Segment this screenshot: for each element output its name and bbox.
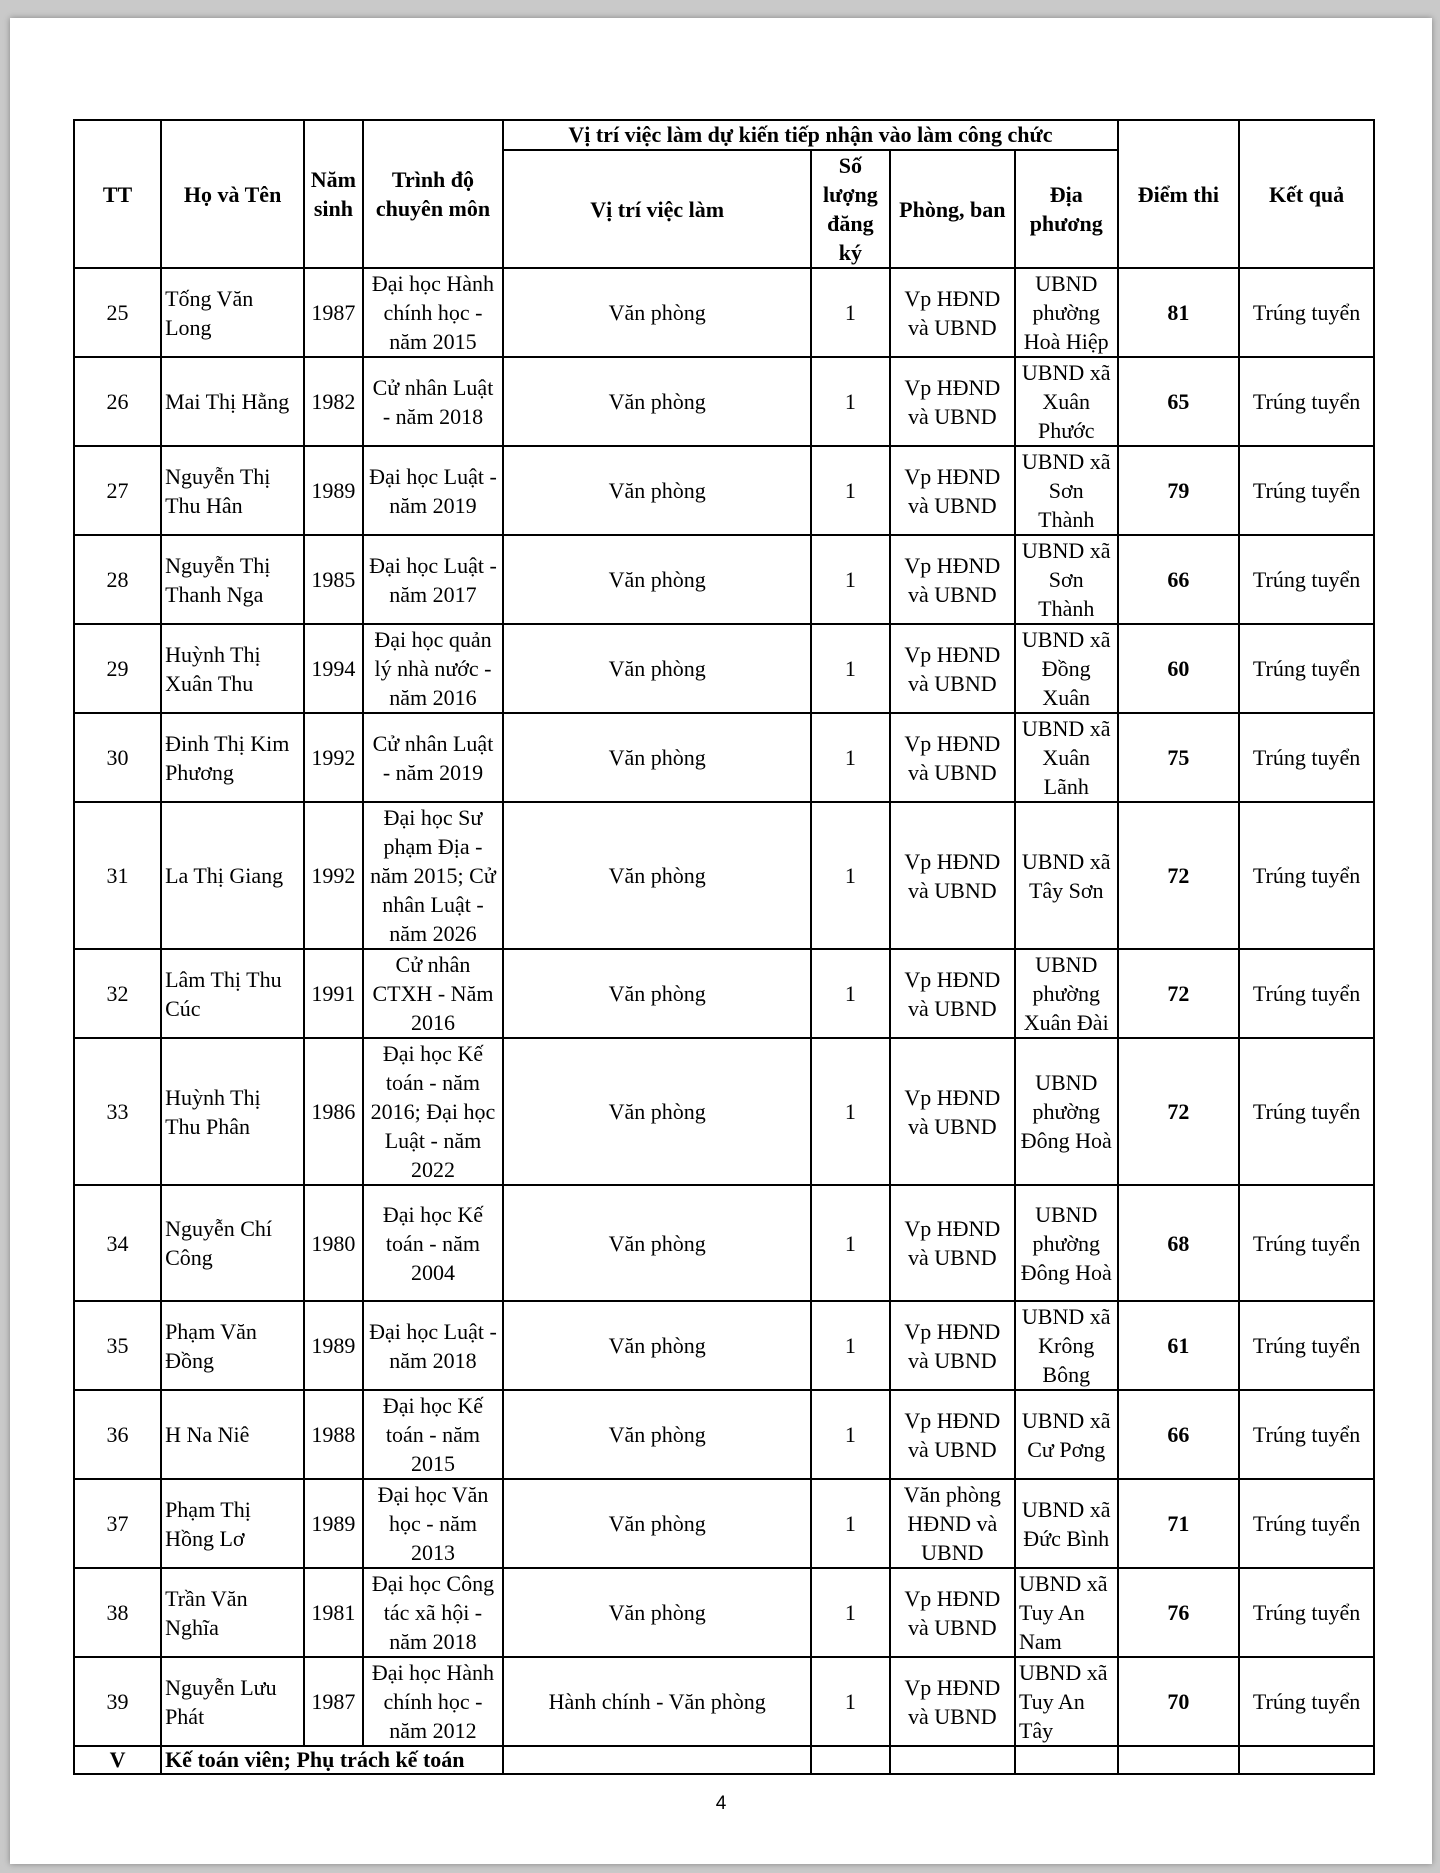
cell-name: Mai Thị Hằng [161, 357, 304, 446]
cell-score: 75 [1118, 713, 1240, 802]
cell-position: Văn phòng [503, 357, 811, 446]
cell-qualification: Đại học Hành chính học - năm 2012 [363, 1657, 504, 1746]
cell-qualification: Đại học Luật - năm 2018 [363, 1301, 504, 1390]
table-row [74, 1390, 1374, 1479]
table-row [74, 268, 1374, 357]
table-row [74, 1479, 1374, 1568]
cell-tt: 27 [74, 446, 161, 535]
cell-tt: 25 [74, 268, 161, 357]
cell-department: Vp HĐND và UBND [890, 1185, 1015, 1301]
cell-quantity: 1 [811, 1038, 890, 1185]
cell-year: 1991 [304, 949, 362, 1038]
cell-result: Trúng tuyển [1239, 1185, 1374, 1301]
cell-quantity: 1 [811, 713, 890, 802]
cell-tt: 30 [74, 713, 161, 802]
cell-tt: 39 [74, 1657, 161, 1746]
cell-tt: 32 [74, 949, 161, 1038]
section-title: Kế toán viên; Phụ trách kế toán [161, 1746, 503, 1774]
cell-quantity: 1 [811, 949, 890, 1038]
cell-locality: UBND xã Tây Sơn [1015, 802, 1118, 949]
cell-result: Trúng tuyển [1239, 1479, 1374, 1568]
empty-cell [890, 1746, 1015, 1774]
cell-tt: 36 [74, 1390, 161, 1479]
cell-score: 71 [1118, 1479, 1240, 1568]
cell-position: Văn phòng [503, 1185, 811, 1301]
cell-qualification: Đại học Công tác xã hội - năm 2018 [363, 1568, 504, 1657]
cell-quantity: 1 [811, 1657, 890, 1746]
cell-position: Văn phòng [503, 446, 811, 535]
cell-quantity: 1 [811, 357, 890, 446]
table-row [74, 624, 1374, 713]
cell-department: Vp HĐND và UBND [890, 1568, 1015, 1657]
cell-name: Lâm Thị Thu Cúc [161, 949, 304, 1038]
cell-department: Vp HĐND và UBND [890, 1038, 1015, 1185]
cell-position: Văn phòng [503, 1390, 811, 1479]
table-row [74, 446, 1374, 535]
header-locality: Địa phương [1015, 150, 1118, 268]
header-quantity: Số lượng đăng ký [811, 150, 890, 268]
header-position: Vị trí việc làm [503, 150, 811, 268]
cell-tt: 28 [74, 535, 161, 624]
cell-name: Trần Văn Nghĩa [161, 1568, 304, 1657]
cell-locality: UBND phường Hoà Hiệp [1015, 268, 1118, 357]
cell-year: 1982 [304, 357, 362, 446]
table-row [74, 357, 1374, 446]
cell-locality: UBND xã Đồng Xuân [1015, 624, 1118, 713]
cell-qualification: Đại học Luật - năm 2019 [363, 446, 504, 535]
cell-year: 1989 [304, 1479, 362, 1568]
cell-department: Văn phòng HĐND và UBND [890, 1479, 1015, 1568]
cell-name: Nguyễn Thị Thu Hân [161, 446, 304, 535]
cell-result: Trúng tuyển [1239, 357, 1374, 446]
cell-quantity: 1 [811, 624, 890, 713]
cell-locality: UBND phường Đông Hoà [1015, 1185, 1118, 1301]
cell-name: Huỳnh Thị Thu Phân [161, 1038, 304, 1185]
cell-qualification: Đại học Luật - năm 2017 [363, 535, 504, 624]
cell-position: Văn phòng [503, 1479, 811, 1568]
table-row [74, 1568, 1374, 1657]
cell-locality: UBND phường Xuân Đài [1015, 949, 1118, 1038]
cell-year: 1992 [304, 802, 362, 949]
header-qualification: Trình độ chuyên môn [363, 120, 504, 268]
cell-department: Vp HĐND và UBND [890, 535, 1015, 624]
empty-cell [1015, 1746, 1118, 1774]
cell-result: Trúng tuyển [1239, 1038, 1374, 1185]
cell-department: Vp HĐND và UBND [890, 446, 1015, 535]
cell-score: 61 [1118, 1301, 1240, 1390]
cell-year: 1992 [304, 713, 362, 802]
cell-locality: UBND xã Sơn Thành [1015, 446, 1118, 535]
cell-result: Trúng tuyển [1239, 713, 1374, 802]
cell-name: Nguyễn Chí Công [161, 1185, 304, 1301]
cell-position: Văn phòng [503, 1568, 811, 1657]
cell-quantity: 1 [811, 1568, 890, 1657]
cell-result: Trúng tuyển [1239, 446, 1374, 535]
document-page [10, 18, 1432, 1864]
table-row [74, 1657, 1374, 1746]
cell-year: 1986 [304, 1038, 362, 1185]
cell-department: Vp HĐND và UBND [890, 357, 1015, 446]
cell-score: 66 [1118, 535, 1240, 624]
cell-tt: 31 [74, 802, 161, 949]
cell-qualification: Đại học Kế toán - năm 2016; Đại học Luật - năm 2022 [363, 1038, 504, 1185]
cell-result: Trúng tuyển [1239, 535, 1374, 624]
cell-year: 1988 [304, 1390, 362, 1479]
cell-result: Trúng tuyển [1239, 624, 1374, 713]
results-table [73, 119, 1375, 1775]
header-score: Điểm thi [1118, 120, 1240, 268]
cell-qualification: Đại học quản lý nhà nước - năm 2016 [363, 624, 504, 713]
cell-year: 1994 [304, 624, 362, 713]
cell-locality: UBND xã Sơn Thành [1015, 535, 1118, 624]
cell-quantity: 1 [811, 535, 890, 624]
header-group: Vị trí việc làm dự kiến tiếp nhận vào làm công chức [503, 120, 1117, 150]
cell-locality: UBND xã Krông Bông [1015, 1301, 1118, 1390]
cell-tt: 33 [74, 1038, 161, 1185]
table-row [74, 949, 1374, 1038]
cell-score: 60 [1118, 624, 1240, 713]
header-name: Họ và Tên [161, 120, 304, 268]
cell-score: 72 [1118, 802, 1240, 949]
cell-locality: UBND phường Đông Hoà [1015, 1038, 1118, 1185]
cell-year: 1987 [304, 1657, 362, 1746]
cell-qualification: Cử nhân Luật - năm 2018 [363, 357, 504, 446]
cell-department: Vp HĐND và UBND [890, 802, 1015, 949]
cell-quantity: 1 [811, 1390, 890, 1479]
cell-score: 76 [1118, 1568, 1240, 1657]
cell-result: Trúng tuyển [1239, 949, 1374, 1038]
cell-department: Vp HĐND và UBND [890, 1301, 1015, 1390]
cell-locality: UBND xã Tuy An Tây [1015, 1657, 1118, 1746]
cell-qualification: Đại học Văn học - năm 2013 [363, 1479, 504, 1568]
empty-cell [503, 1746, 811, 1774]
cell-name: Phạm Văn Đồng [161, 1301, 304, 1390]
cell-tt: 29 [74, 624, 161, 713]
cell-position: Văn phòng [503, 949, 811, 1038]
header-birth-year: Năm sinh [304, 120, 362, 268]
cell-tt: 38 [74, 1568, 161, 1657]
cell-result: Trúng tuyển [1239, 1301, 1374, 1390]
cell-quantity: 1 [811, 1185, 890, 1301]
cell-position: Văn phòng [503, 535, 811, 624]
cell-locality: UBND xã Tuy An Nam [1015, 1568, 1118, 1657]
cell-position: Văn phòng [503, 802, 811, 949]
header-tt: TT [74, 120, 161, 268]
cell-year: 1981 [304, 1568, 362, 1657]
cell-position: Văn phòng [503, 713, 811, 802]
cell-name: Nguyễn Thị Thanh Nga [161, 535, 304, 624]
cell-position: Văn phòng [503, 624, 811, 713]
cell-qualification: Cử nhân Luật - năm 2019 [363, 713, 504, 802]
cell-year: 1989 [304, 1301, 362, 1390]
cell-score: 81 [1118, 268, 1240, 357]
cell-qualification: Đại học Hành chính học - năm 2015 [363, 268, 504, 357]
cell-tt: 37 [74, 1479, 161, 1568]
cell-result: Trúng tuyển [1239, 1657, 1374, 1746]
cell-result: Trúng tuyển [1239, 1390, 1374, 1479]
cell-score: 65 [1118, 357, 1240, 446]
cell-department: Vp HĐND và UBND [890, 624, 1015, 713]
cell-quantity: 1 [811, 268, 890, 357]
cell-result: Trúng tuyển [1239, 1568, 1374, 1657]
cell-year: 1989 [304, 446, 362, 535]
cell-score: 72 [1118, 1038, 1240, 1185]
empty-cell [811, 1746, 890, 1774]
section-row [74, 1746, 1374, 1774]
cell-position: Văn phòng [503, 268, 811, 357]
cell-year: 1987 [304, 268, 362, 357]
cell-qualification: Cử nhân CTXH - Năm 2016 [363, 949, 504, 1038]
cell-department: Vp HĐND và UBND [890, 268, 1015, 357]
empty-cell [1239, 1746, 1374, 1774]
cell-score: 72 [1118, 949, 1240, 1038]
table-row [74, 1301, 1374, 1390]
cell-quantity: 1 [811, 1479, 890, 1568]
cell-quantity: 1 [811, 802, 890, 949]
cell-department: Vp HĐND và UBND [890, 949, 1015, 1038]
cell-score: 70 [1118, 1657, 1240, 1746]
cell-name: Tống Văn Long [161, 268, 304, 357]
cell-qualification: Đại học Kế toán - năm 2004 [363, 1185, 504, 1301]
cell-department: Vp HĐND và UBND [890, 1657, 1015, 1746]
cell-position: Văn phòng [503, 1038, 811, 1185]
cell-name: Huỳnh Thị Xuân Thu [161, 624, 304, 713]
table-row [74, 713, 1374, 802]
cell-tt: 34 [74, 1185, 161, 1301]
cell-name: Phạm Thị Hồng Lơ [161, 1479, 304, 1568]
header-result: Kết quả [1239, 120, 1374, 268]
table-row [74, 1185, 1374, 1301]
cell-name: Đinh Thị Kim Phương [161, 713, 304, 802]
cell-department: Vp HĐND và UBND [890, 1390, 1015, 1479]
cell-department: Vp HĐND và UBND [890, 713, 1015, 802]
cell-year: 1985 [304, 535, 362, 624]
table-row [74, 802, 1374, 949]
section-number: V [74, 1746, 161, 1774]
table-row [74, 1038, 1374, 1185]
cell-name: La Thị Giang [161, 802, 304, 949]
cell-tt: 26 [74, 357, 161, 446]
cell-quantity: 1 [811, 1301, 890, 1390]
cell-name: Nguyễn Lưu Phát [161, 1657, 304, 1746]
cell-locality: UBND xã Cư Pơng [1015, 1390, 1118, 1479]
cell-score: 68 [1118, 1185, 1240, 1301]
empty-cell [1118, 1746, 1240, 1774]
cell-name: H Na Niê [161, 1390, 304, 1479]
cell-qualification: Đại học Kế toán - năm 2015 [363, 1390, 504, 1479]
cell-score: 79 [1118, 446, 1240, 535]
cell-quantity: 1 [811, 446, 890, 535]
cell-score: 66 [1118, 1390, 1240, 1479]
header-department: Phòng, ban [890, 150, 1015, 268]
cell-tt: 35 [74, 1301, 161, 1390]
page-number: 4 [715, 1793, 727, 1814]
cell-qualification: Đại học Sư phạm Địa - năm 2015; Cử nhân Luật - năm 2026 [363, 802, 504, 949]
cell-result: Trúng tuyển [1239, 802, 1374, 949]
cell-year: 1980 [304, 1185, 362, 1301]
cell-locality: UBND xã Đức Bình [1015, 1479, 1118, 1568]
table-row [74, 535, 1374, 624]
cell-locality: UBND xã Xuân Lãnh [1015, 713, 1118, 802]
cell-locality: UBND xã Xuân Phước [1015, 357, 1118, 446]
cell-result: Trúng tuyển [1239, 268, 1374, 357]
cell-position: Văn phòng [503, 1301, 811, 1390]
cell-position: Hành chính - Văn phòng [503, 1657, 811, 1746]
